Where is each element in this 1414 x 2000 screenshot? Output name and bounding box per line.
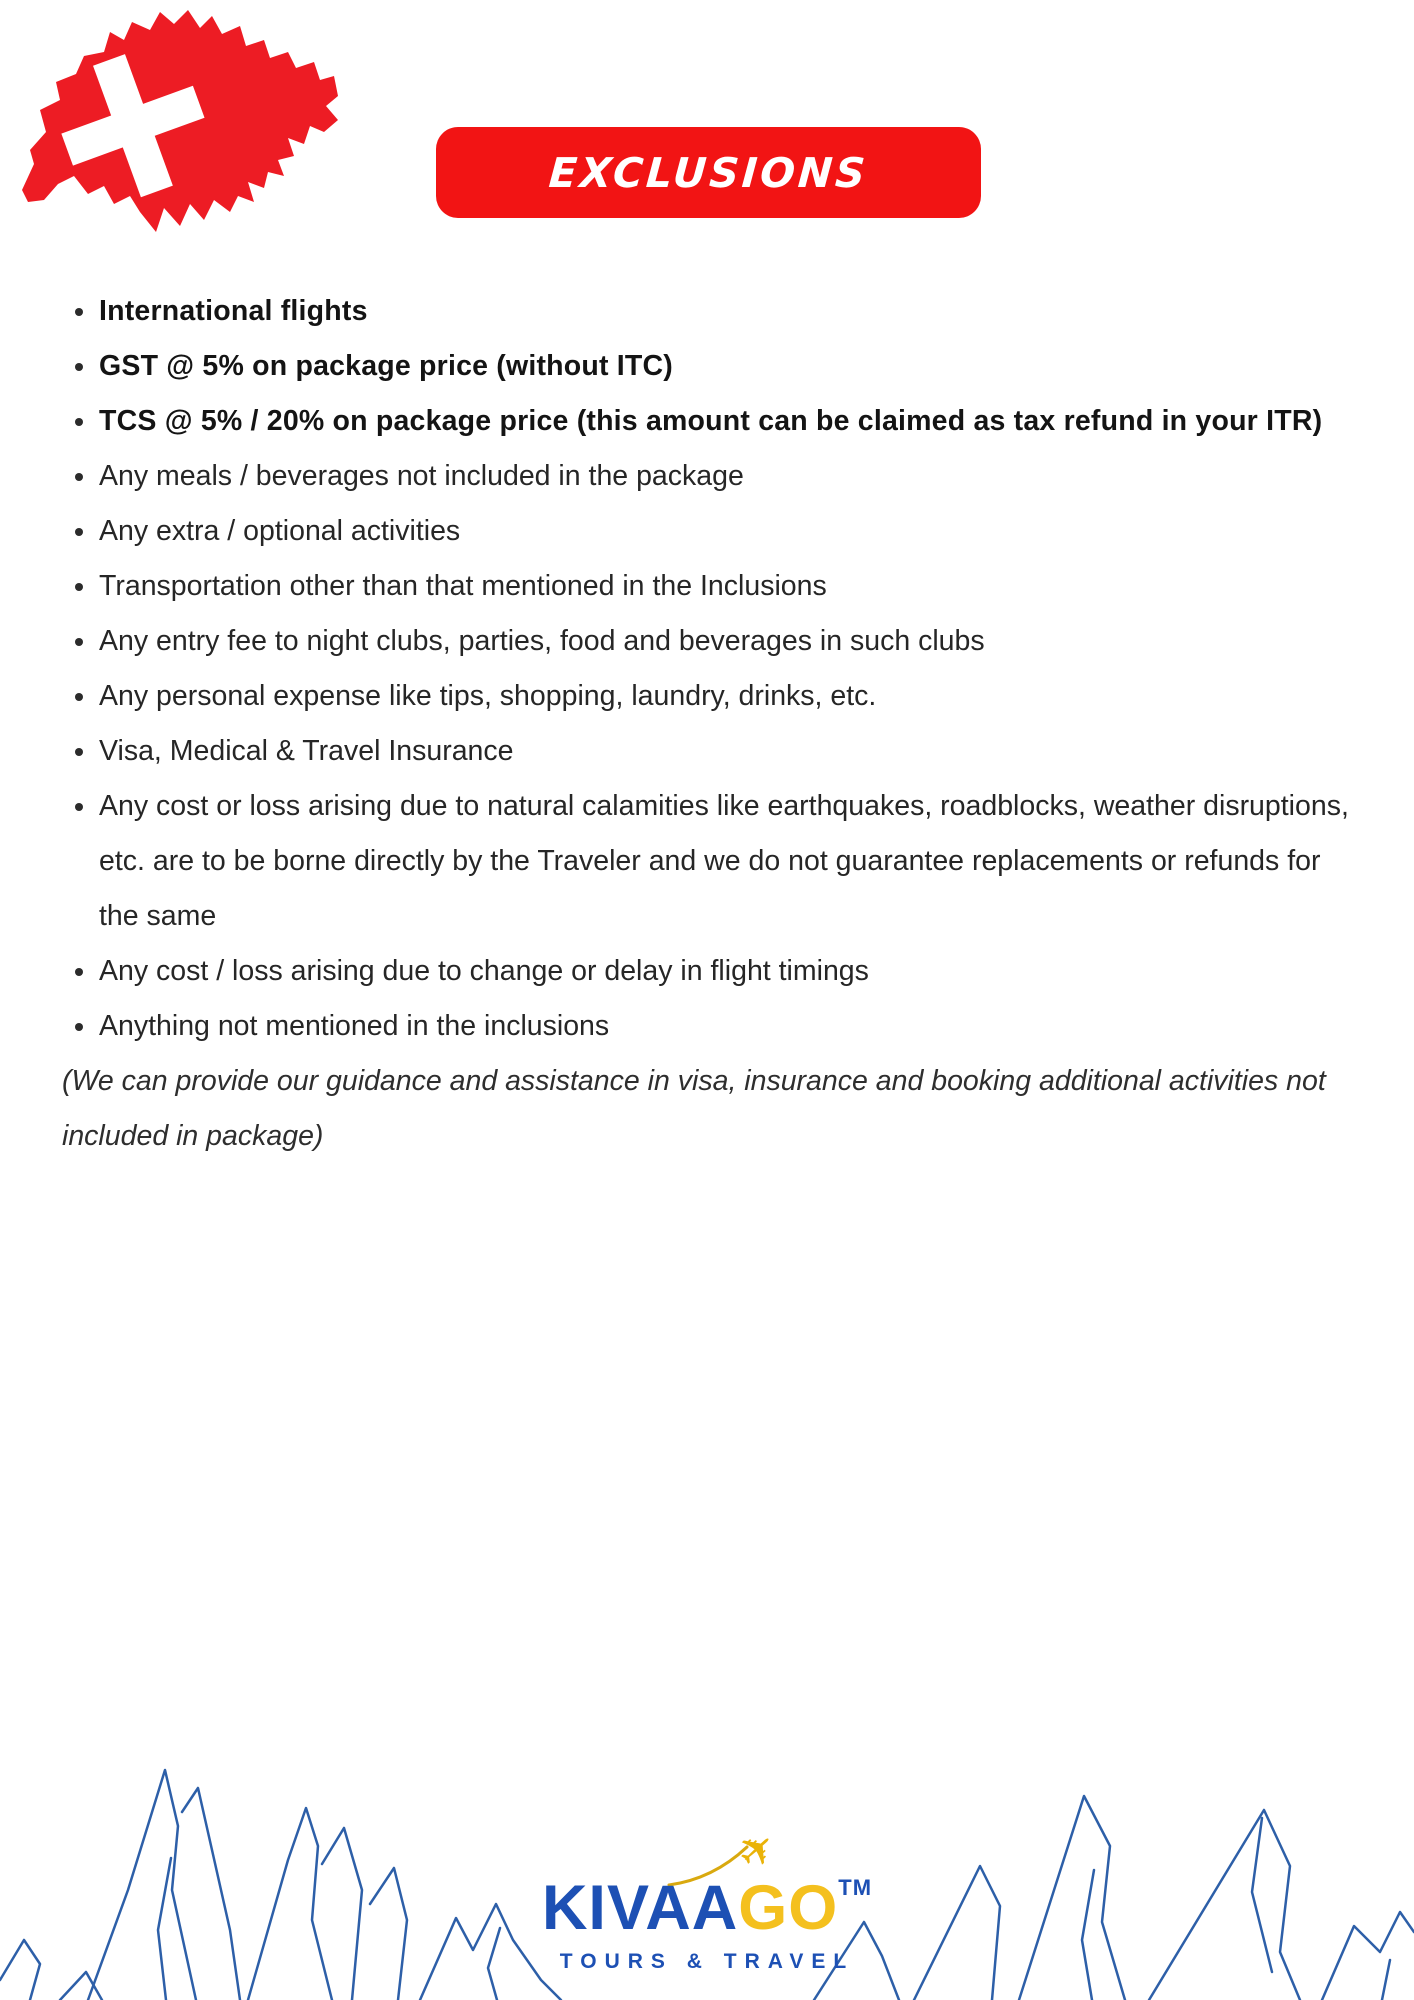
exclusion-item-text: Any extra / optional activities xyxy=(99,515,461,547)
bullet-dot-icon xyxy=(75,418,83,426)
plane-glyph-icon: ✈ xyxy=(726,1819,789,1882)
bullet-dot-icon xyxy=(75,1023,83,1031)
brand-wordmark xyxy=(0,1873,1414,1943)
exclusion-list-item xyxy=(62,504,1362,559)
exclusion-list-item xyxy=(62,999,1362,1054)
brand-secondary-text: GO xyxy=(738,1873,839,1943)
exclusion-item-text: Visa, Medical & Travel Insurance xyxy=(99,735,514,767)
bullet-dot-icon xyxy=(75,473,83,481)
switzerland-map-icon xyxy=(12,4,346,244)
bullet-dot-icon xyxy=(75,803,83,811)
brand-tagline: TOURS & TRAVEL xyxy=(559,1950,855,1973)
brand-primary-text: KIVAA xyxy=(541,1873,739,1943)
exclusion-item-text: International flights xyxy=(99,295,368,327)
exclusions-banner xyxy=(436,127,981,218)
exclusion-list-item xyxy=(62,559,1362,614)
exclusion-item-text: Any entry fee to night clubs, parties, food and beverages in such clubs xyxy=(99,625,985,657)
exclusion-item-text: Anything not mentioned in the inclusions xyxy=(99,1010,610,1042)
exclusion-item-text: Any personal expense like tips, shopping, laundry, drinks, etc. xyxy=(99,680,877,712)
bullet-dot-icon xyxy=(75,748,83,756)
exclusion-list-item xyxy=(62,944,1362,999)
bullet-dot-icon xyxy=(75,583,83,591)
exclusion-list-item xyxy=(62,284,1362,339)
exclusion-list-item xyxy=(62,669,1362,724)
kivaago-logo xyxy=(0,1819,1414,1974)
exclusion-list-item xyxy=(62,614,1362,669)
exclusion-list-item xyxy=(62,394,1362,449)
bullet-dot-icon xyxy=(75,528,83,536)
exclusion-item-text: Any cost or loss arising due to natural calamities like earthquakes, roadblocks, weather disruptions, etc. are to be borne directly by the Traveler and we do not guarantee replacements or refunds for the same xyxy=(99,790,1349,932)
exclusion-list-item xyxy=(62,339,1362,394)
exclusion-list-item xyxy=(62,449,1362,504)
bullet-dot-icon xyxy=(75,968,83,976)
exclusion-item-text: GST @ 5% on package price (without ITC) xyxy=(99,350,673,382)
exclusions-list xyxy=(62,284,1362,1054)
exclusions-banner-label: EXCLUSIONS xyxy=(547,148,870,197)
closing-note-text: (We can provide our guidance and assistance in visa, insurance and booking additional activities not included in package) xyxy=(62,1065,1326,1152)
exclusion-item-text: Transportation other than that mentioned in the Inclusions xyxy=(99,570,827,602)
exclusion-item-text: Any cost / loss arising due to change or delay in flight timings xyxy=(99,955,869,987)
exclusion-item-text: Any meals / beverages not included in the package xyxy=(99,460,744,492)
trademark-symbol: TM xyxy=(838,1875,873,1900)
exclusion-item-text: TCS @ 5% / 20% on package price (this amount can be claimed as tax refund in your ITR) xyxy=(99,405,1323,437)
closing-note xyxy=(62,1054,1362,1164)
switzerland-map-shape xyxy=(12,4,346,244)
bullet-dot-icon xyxy=(75,363,83,371)
bullet-dot-icon xyxy=(75,308,83,316)
bullet-dot-icon xyxy=(75,693,83,701)
exclusion-list-item xyxy=(62,724,1362,779)
exclusion-list-item xyxy=(62,779,1362,944)
bullet-dot-icon xyxy=(75,638,83,646)
